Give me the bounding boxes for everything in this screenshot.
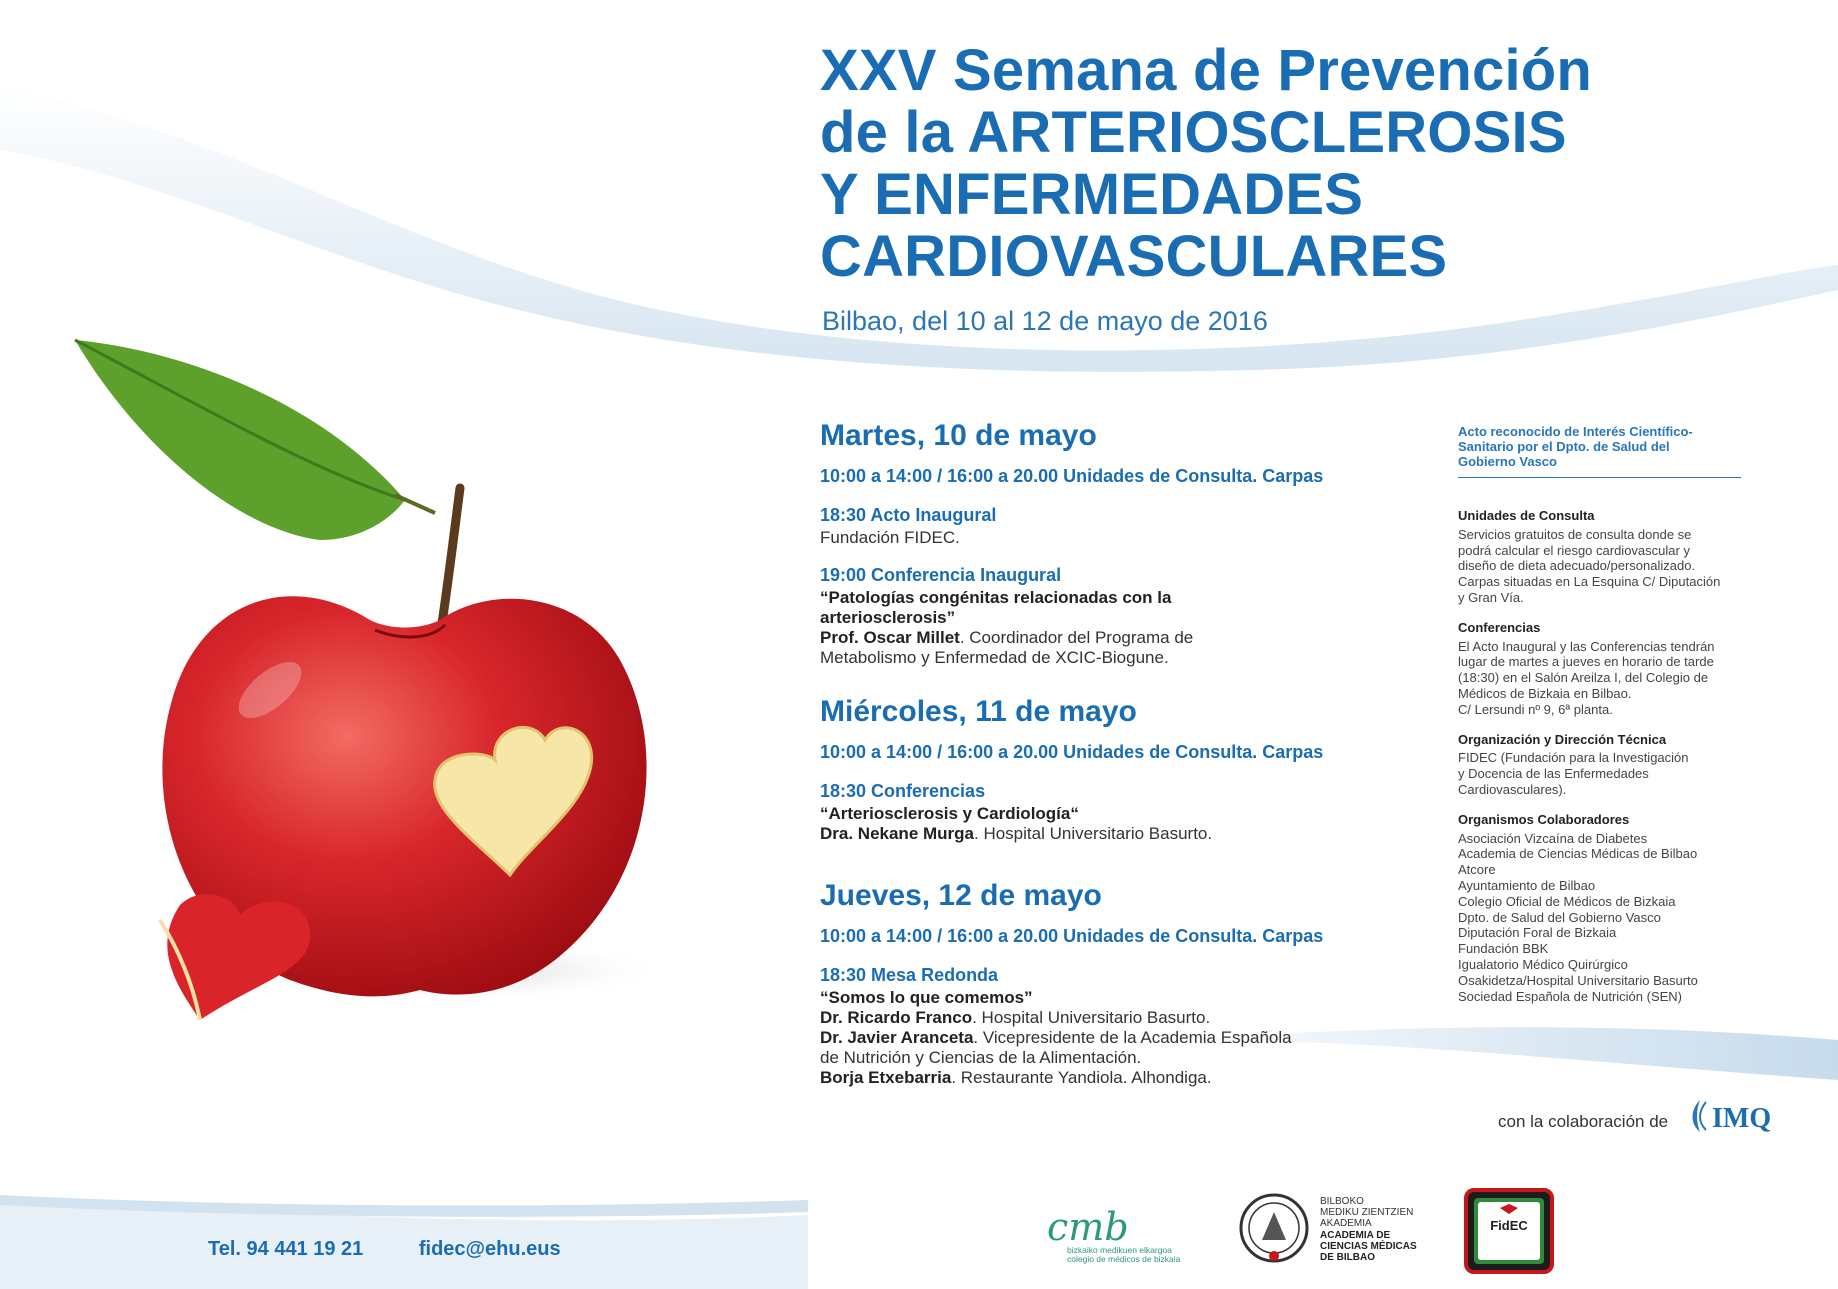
speaker-name: Dr. Ricardo Franco <box>820 1008 973 1027</box>
event-time: 18:30 Conferencias <box>820 781 986 801</box>
speaker-role: . Hospital Universitario Basurto. <box>972 1008 1211 1027</box>
cmb-wordmark: cmb <box>1047 1205 1129 1249</box>
sidebar-heading: Conferencias <box>1458 619 1541 635</box>
collaboration-text: con la colaboración de <box>1498 1112 1669 1131</box>
sidebar-section <box>1458 620 1758 718</box>
sidebar-info <box>1458 424 1758 1018</box>
event-title: “Arteriosclerosis y Cardiología“ <box>820 804 1079 823</box>
day-schedule: 10:00 a 14:00 / 16:00 a 20.00 Unidades de Consulta. Carpas <box>820 926 1324 946</box>
speaker-name: Dra. Nekane Murga <box>820 824 974 843</box>
imq-logo <box>1686 1096 1796 1136</box>
sidebar-heading: Unidades de Consulta <box>1458 508 1595 523</box>
speaker-role: . Restaurante Yandiola. Alhondiga. <box>951 1068 1212 1087</box>
academia-line-6: DE BILBAO <box>1320 1252 1375 1263</box>
event <box>820 780 1390 844</box>
sidebar-section <box>1458 812 1758 1005</box>
phone-link[interactable]: Tel. 94 441 19 21 <box>208 1238 364 1260</box>
sidebar-text: El Acto Inaugural y las Conferencias tendrán lugar de martes a jueves en horario de tarde (18:30) en el Salón Areilza I, del Colegio de Médicos de Bizkaia en Bilbao. C/ Lersundi nº 9, 6ª planta. <box>1458 638 1715 717</box>
event-speaker-line <box>820 824 1390 844</box>
imq-text: IMQ <box>1712 1103 1772 1134</box>
event-speaker-line <box>820 1008 1390 1028</box>
imq-swirl-icon <box>1693 1100 1701 1132</box>
academia-logo <box>1238 1190 1428 1270</box>
leaf-icon <box>75 340 405 540</box>
day-wednesday <box>820 694 1390 844</box>
fidec-text: FidEC <box>1490 1218 1528 1233</box>
event <box>820 504 1390 548</box>
event-time: 18:30 Mesa Redonda <box>820 965 999 985</box>
event-title: arteriosclerosis” <box>820 608 956 627</box>
sidebar-text: FIDEC (Fundación para la Investigación y Docencia de las Enfermedades Cardiovasculares). <box>1458 750 1689 797</box>
speaker-name: Prof. Oscar Millet <box>820 628 960 647</box>
event-title: “Somos lo que comemos” <box>820 988 1033 1007</box>
heart-piece-icon <box>167 894 310 1020</box>
academia-line-4: ACADEMIA DE <box>1320 1230 1391 1241</box>
program <box>820 418 1390 1108</box>
subtitle-dates: Bilbao, del 10 al 12 de mayo de 2016 <box>822 306 1268 336</box>
main-title <box>820 40 1720 288</box>
academia-line-5: CIENCIAS MÉDICAS <box>1320 1241 1417 1252</box>
title-line-4: CARDIOVASCULARES <box>820 224 1448 289</box>
speaker-name: Dr. Javier Aranceta <box>820 1028 974 1047</box>
day-thursday <box>820 878 1390 1088</box>
apple-illustration <box>60 330 680 1150</box>
speaker-role: . Coordinador del Programa de <box>959 628 1194 647</box>
sidebar-text: Asociación Vizcaína de Diabetes Academia de Ciencias Médicas de Bilbao Atcore Ayuntamiento de Bilbao Colegio Oficial de Médicos de Bizkaia Dpto. de Salud del Gobierno Vasco Diputación Foral de Bizkaia Fundación BBK Igualatorio Médico Quirúrgico Osakidetza/Hospital Universitario Basurto Sociedad Española de Nutrición (SEN) <box>1458 830 1698 1004</box>
event <box>820 964 1390 1088</box>
sidebar-heading: Organismos Colaboradores <box>1458 811 1630 827</box>
academia-line-2: MEDIKU ZIENTZIEN <box>1320 1207 1414 1218</box>
sidebar-text: Servicios gratuitos de consulta donde se podrá calcular el riesgo cardiovascular y diseño de dieta adecuado/personalizado. Carpas situadas en La Esquina C/ Diputación y Gran Vía. <box>1458 526 1721 605</box>
event-time: 18:30 Acto Inaugural <box>820 505 997 525</box>
sidebar-section <box>1458 508 1758 606</box>
day-heading: Jueves, 12 de mayo <box>820 879 1102 912</box>
cmb-line-2: colegio de médicos de bizkaia <box>1067 1254 1181 1264</box>
recognition-note: Acto reconocido de Interés Científico- Sanitario por el Dpto. de Salud del Gobierno Vasco <box>1458 424 1741 478</box>
title-line-2: de la ARTERIOSCLEROSIS <box>820 100 1567 165</box>
academia-line-1: BILBOKO <box>1320 1196 1364 1207</box>
event-speaker-line <box>820 628 1390 648</box>
contact-info <box>208 1238 611 1261</box>
title-line-1: XXV Semana de Prevención <box>820 38 1593 103</box>
event-line: Fundación FIDEC. <box>820 528 960 547</box>
cmb-line-1: bizkaiko medikuen elkargoa <box>1067 1245 1172 1255</box>
event-line: Metabolismo y Enfermedad de XCIC-Biogune. <box>820 648 1169 667</box>
event-line: de Nutrición y Ciencias de la Alimentación. <box>820 1048 1142 1067</box>
academia-line-3: AKADEMIA <box>1320 1218 1372 1229</box>
event <box>820 564 1390 668</box>
sidebar-section <box>1458 732 1758 798</box>
day-schedule: 10:00 a 14:00 / 16:00 a 20.00 Unidades de Consulta. Carpas <box>820 466 1324 486</box>
speaker-name: Borja Etxebarria <box>820 1068 952 1087</box>
event-speaker-line <box>820 1068 1390 1088</box>
day-tuesday <box>820 418 1390 668</box>
sidebar-heading: Organización y Dirección Técnica <box>1458 731 1667 747</box>
cmb-logo <box>1045 1198 1195 1268</box>
event-speaker-line <box>820 1028 1390 1048</box>
title-line-3: Y ENFERMEDADES <box>820 162 1364 227</box>
day-heading: Martes, 10 de mayo <box>820 419 1097 452</box>
fidec-logo <box>1464 1188 1554 1274</box>
event-time: 19:00 Conferencia Inaugural <box>820 565 1062 585</box>
day-heading: Miércoles, 11 de mayo <box>820 695 1137 728</box>
speaker-role: . Hospital Universitario Basurto. <box>974 824 1213 843</box>
email-link[interactable]: fidec@ehu.eus <box>418 1238 561 1260</box>
day-schedule: 10:00 a 14:00 / 16:00 a 20.00 Unidades de Consulta. Carpas <box>820 742 1324 762</box>
event-title: “Patologías congénitas relacionadas con la <box>820 588 1172 607</box>
speaker-role: . Vicepresidente de la Academia Española <box>973 1028 1292 1047</box>
